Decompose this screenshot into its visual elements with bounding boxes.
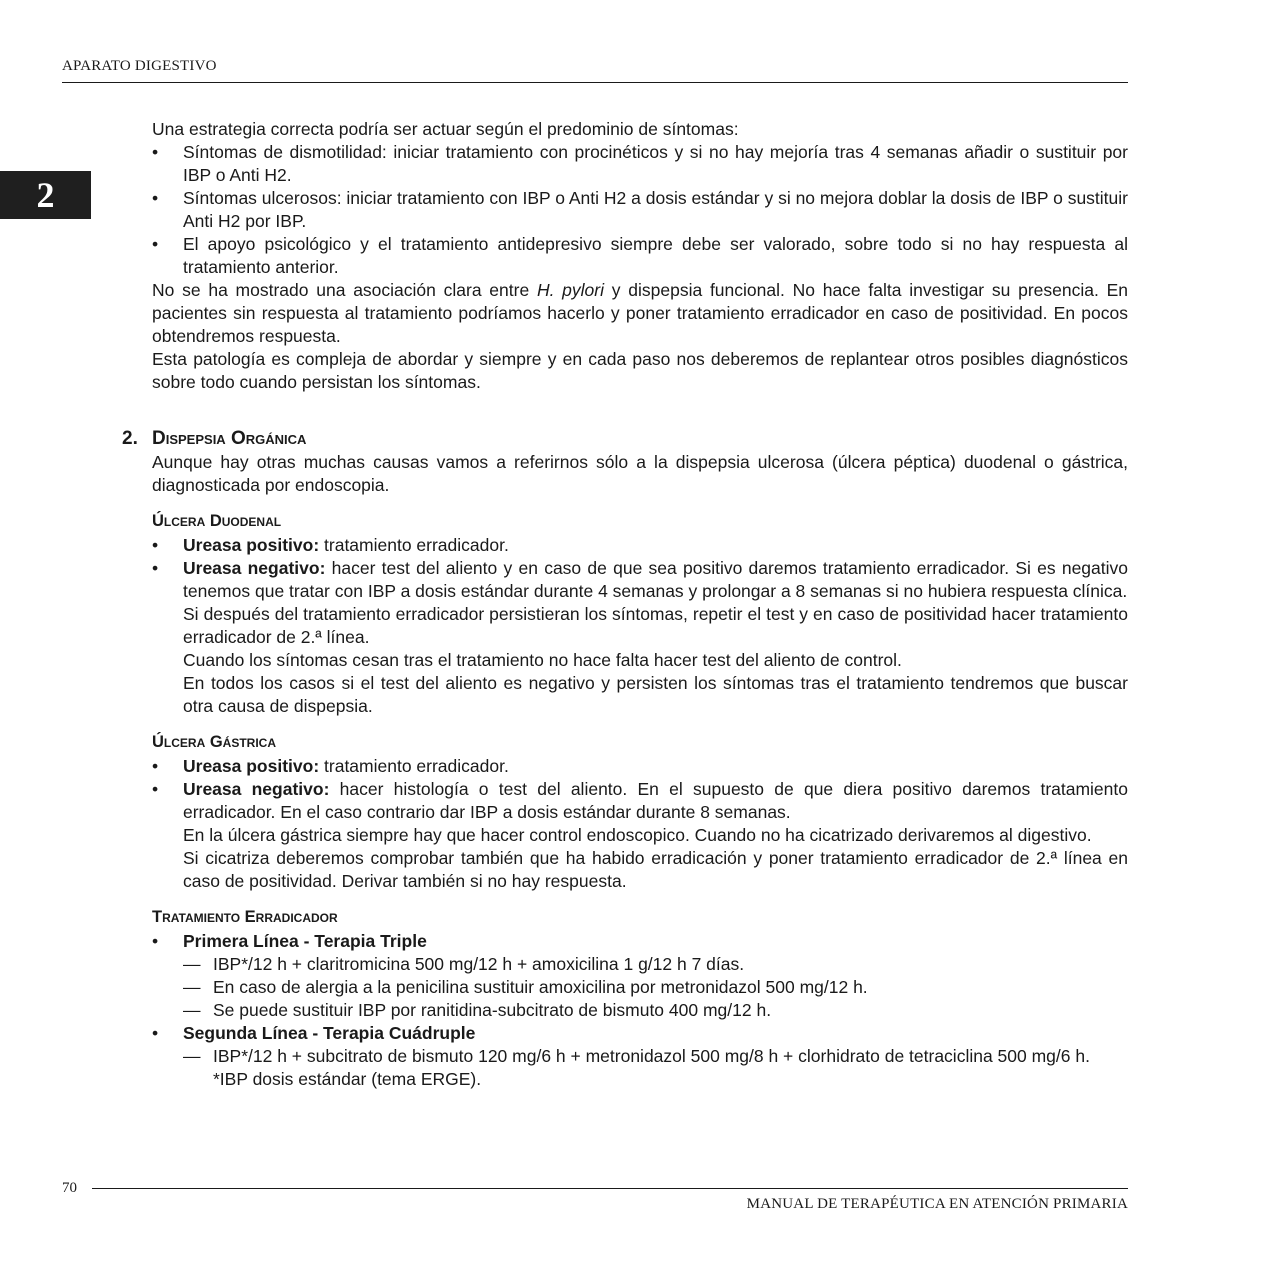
list-item <box>152 1022 1128 1091</box>
gastric-list <box>152 755 1128 893</box>
page-body <box>122 118 1128 1091</box>
item-paragraph: En la úlcera gástrica siempre hay que hacer control endoscopico. Cuando no ha cicatrizado derivaremos al digestivo. <box>183 825 1092 845</box>
subheading-ulcera-duodenal: Úlcera Duodenal <box>152 512 282 530</box>
item-label: Primera Línea - Terapia Triple <box>183 931 427 951</box>
regimen-list <box>183 953 1128 1022</box>
list-item: • Ureasa negativo: hacer test del aliento y en caso de que sea positivo daremos tratamiento erradicador. Si es negativo tenemos que tratar con IBP a dosis estándar durante 4 semanas y prolongar a 8 semanas si no hubiera respuesta clínica. Si después del tratamiento erradicador persistieran los síntomas, repetir el test y en caso de positividad hacer tratamiento erradicador de 2.ª línea. Cuando los síntomas cesan tras el tratamiento no hace falta hacer test del aliento de control. En todos los casos si el test del aliento es negativo y persisten los síntomas tras el tratamiento tendremos que buscar otra causa de dispepsia. <box>152 557 1128 718</box>
item-paragraph: Cuando los síntomas cesan tras el tratamiento no hace falta hacer test del aliento de control. <box>183 650 902 670</box>
subheading-tratamiento: Tratamiento Erradicador <box>152 908 338 926</box>
item-label: Ureasa positivo: <box>183 535 320 555</box>
page-number: 70 <box>62 1180 77 1196</box>
section-heading <box>122 427 1128 451</box>
item-paragraph: En todos los casos si el test del aliento es negativo y persisten los síntomas tras el tratamiento tendremos que buscar otra causa de dispepsia. <box>183 673 1128 716</box>
list-item: • Ureasa positivo: tratamiento erradicador. <box>152 755 1128 778</box>
subheading-ulcera-gastrica: Úlcera Gástrica <box>152 733 276 751</box>
book-title: MANUAL DE TERAPÉUTICA EN ATENCIÓN PRIMARIA <box>746 1196 1128 1212</box>
list-item <box>152 930 1128 1022</box>
list-item: — En caso de alergia a la penicilina sustituir amoxicilina por metronidazol 500 mg/12 h. <box>183 976 1128 999</box>
symptom-strategy-list <box>152 141 1128 279</box>
item-label: Ureasa negativo: <box>183 558 326 578</box>
list-item: • Síntomas ulcerosos: iniciar tratamiento con IBP o Anti H2 a dosis estándar y si no mejora doblar la dosis de IBP o sustituir Anti H2 por IBP. <box>152 187 1128 233</box>
list-item: — IBP*/12 h + subcitrato de bismuto 120 mg/6 h + metronidazol 500 mg/8 h + clorhidrato de tetraciclina 500 mg/6 h. <box>183 1045 1128 1068</box>
item-paragraph: Si cicatriza deberemos comprobar también que ha habido erradicación y poner tratamiento erradicador de 2.ª línea en caso de positividad. Derivar también si no hay respuesta. <box>183 848 1128 891</box>
footer-rule <box>92 1188 1128 1189</box>
h-pylori-paragraph: No se ha mostrado una asociación clara entre H. pylori y dispepsia funcional. No hace falta investigar su presencia. En pacientes sin respuesta al tratamiento podríamos hacerlo y poner tratamiento erradicador en caso de positividad. En pocos obtendremos respuesta. <box>152 280 1128 346</box>
list-item: • Ureasa negativo: hacer histología o test del aliento. En el supuesto de que diera positivo daremos tratamiento erradicador. En el caso contrario dar IBP a dosis estándar durante 8 semanas. En la úlcera gástrica siempre hay que hacer control endoscopico. Cuando no ha cicatrizado derivaremos al digestivo. Si cicatriza deberemos comprobar también que ha habido erradicación y poner tratamiento erradicador de 2.ª línea en caso de positividad. Derivar también si no hay respuesta. <box>152 778 1128 893</box>
item-label: Ureasa negativo: <box>183 779 330 799</box>
header-rule <box>62 82 1128 83</box>
list-item: • El apoyo psicológico y el tratamiento antidepresivo siempre debe ser valorado, sobre todo si no hay respuesta al tratamiento anterior. <box>152 233 1128 279</box>
list-item: — Se puede sustituir IBP por ranitidina-subcitrato de bismuto 400 mg/12 h. <box>183 999 1128 1022</box>
list-item: — IBP*/12 h + claritromicina 500 mg/12 h + amoxicilina 1 g/12 h 7 días. <box>183 953 1128 976</box>
list-item: • Ureasa positivo: tratamiento erradicador. <box>152 534 1128 557</box>
regimen-list <box>183 1045 1128 1068</box>
list-item: • Síntomas de dismotilidad: iniciar tratamiento con procinéticos y si no hay mejoría tras 4 semanas añadir o sustituir por IBP o Anti H2. <box>152 141 1128 187</box>
running-head: APARATO DIGESTIVO <box>62 58 217 74</box>
duodenal-list <box>152 534 1128 718</box>
intro-lead: Una estrategia correcta podría ser actuar según el predominio de síntomas: <box>152 119 739 139</box>
item-label: Ureasa positivo: <box>183 756 320 776</box>
h-pylori-term: H. pylori <box>536 280 605 300</box>
item-paragraph: Si después del tratamiento erradicador persistieran los síntomas, repetir el test y en caso de positividad hacer tratamiento erradicador de 2.ª línea. <box>183 604 1128 647</box>
chapter-tab: 2 <box>0 171 91 219</box>
section-number: 2. <box>122 428 138 449</box>
section-title: Dispepsia Orgánica <box>152 428 307 449</box>
section-intro: Aunque hay otras muchas causas vamos a referirnos sólo a la dispepsia ulcerosa (úlcera péptica) duodenal o gástrica, diagnosticada por endoscopia. <box>152 452 1128 495</box>
complexity-paragraph: Esta patología es compleja de abordar y siempre y en cada paso nos deberemos de replantear otros posibles diagnósticos sobre todo cuando persistan los síntomas. <box>152 349 1128 392</box>
item-label: Segunda Línea - Terapia Cuádruple <box>183 1023 476 1043</box>
treatment-list <box>152 930 1128 1091</box>
footnote-ibp: *IBP dosis estándar (tema ERGE). <box>213 1069 482 1089</box>
